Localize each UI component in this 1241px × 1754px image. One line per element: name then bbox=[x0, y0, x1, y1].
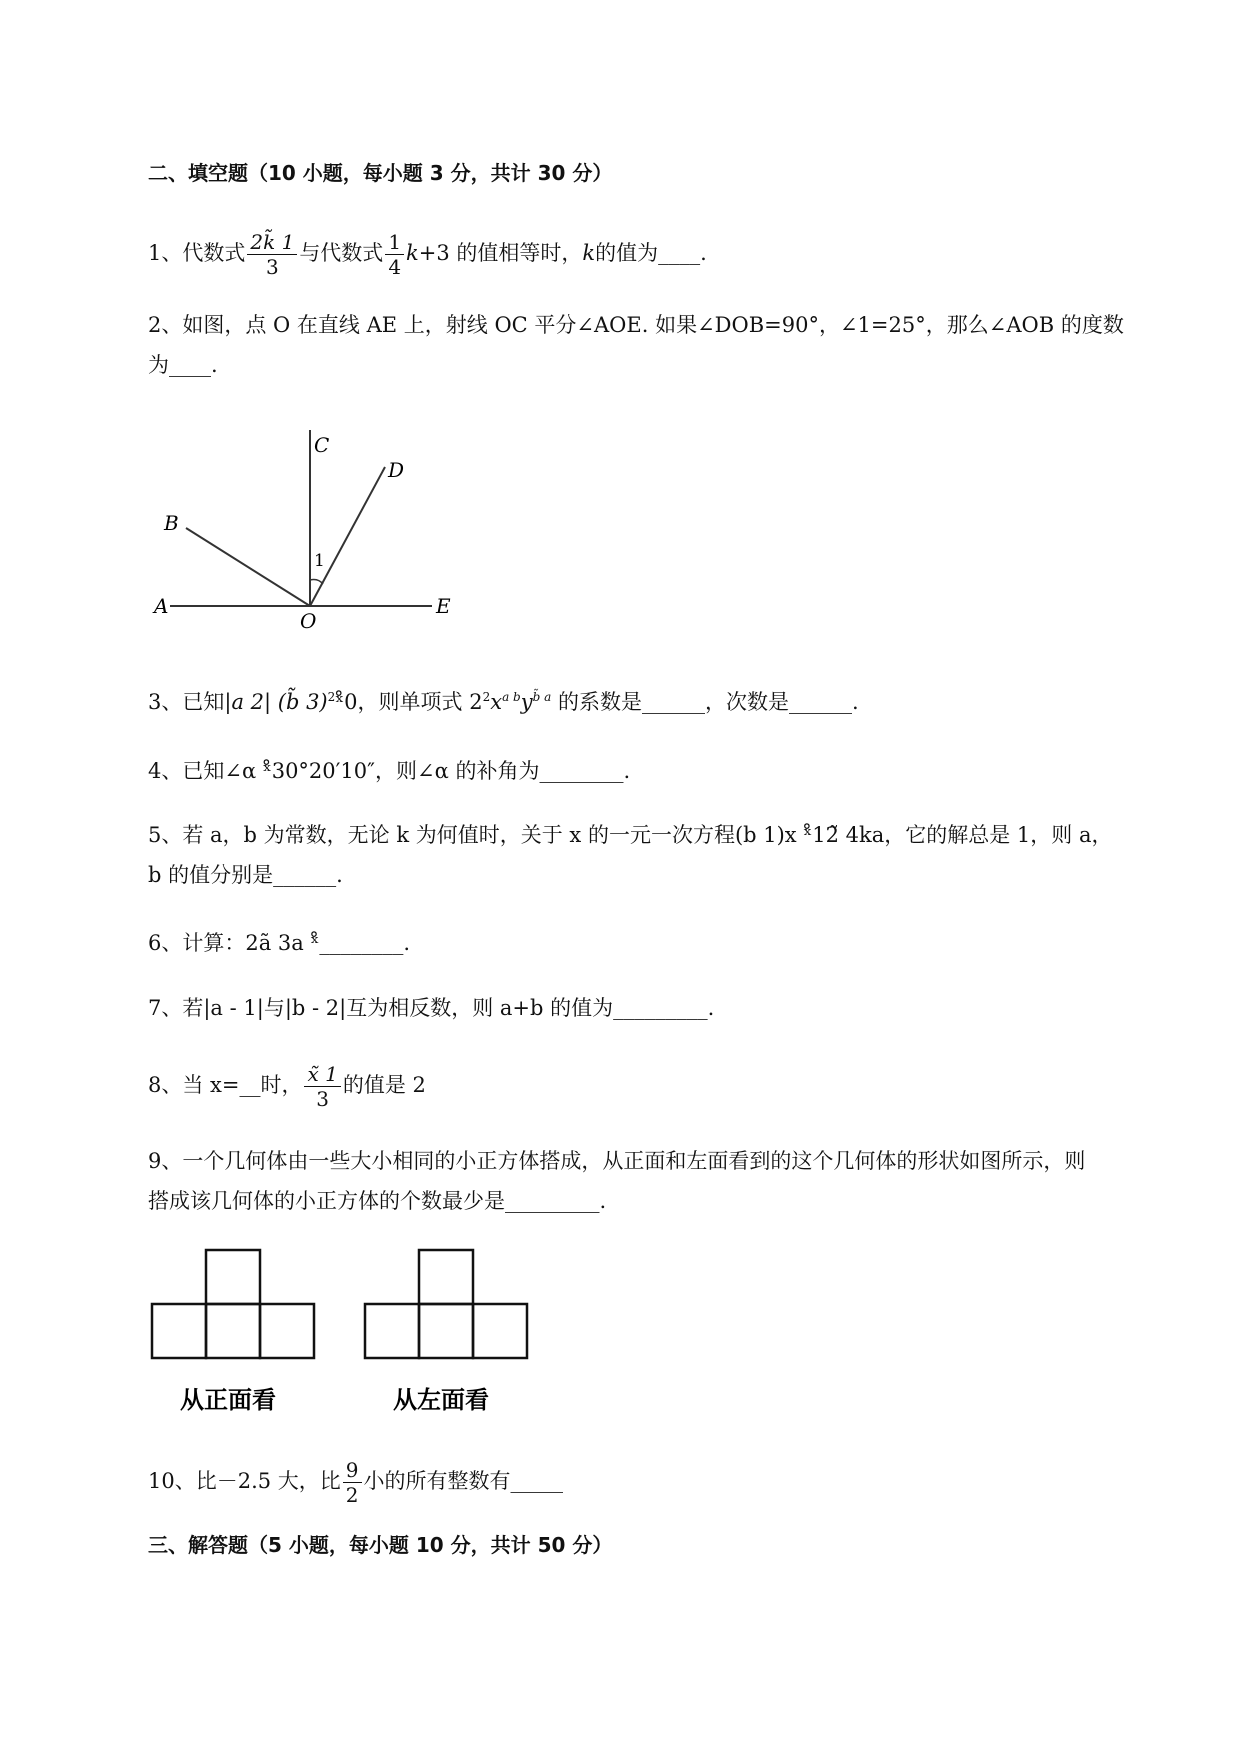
question-4: 4、已知∠α ˣ̊30°20′10″，则∠α 的补角为________. bbox=[148, 759, 631, 783]
q3-mono-coef: 2 bbox=[469, 690, 483, 714]
q10-frac-denominator: 2 bbox=[345, 1483, 359, 1507]
section-heading-answer: 三、解答题（5 小题，每小题 10 分，共计 50 分） bbox=[148, 1533, 613, 1557]
q1-frac1-numerator: 2k̃ 1 bbox=[247, 230, 297, 255]
q3-mono-coef-exp: 2 bbox=[482, 690, 491, 704]
q3-suffix: 的系数是______，次数是______. bbox=[557, 690, 859, 714]
label-A: A bbox=[154, 594, 169, 618]
question-5-line-2: b 的值分别是______. bbox=[148, 863, 343, 887]
q8-suffix: 的值是 2 bbox=[342, 1073, 426, 1097]
q1-frac2-denominator: 4 bbox=[388, 255, 402, 279]
question-2-line-2: 为____. bbox=[148, 353, 218, 377]
q8-prefix: 8、当 x=__时， bbox=[148, 1073, 303, 1097]
q10-suffix: 小的所有整数有_____ bbox=[363, 1469, 564, 1493]
q1-suffix: 的值为____. bbox=[595, 241, 707, 265]
q1-var-k2: k bbox=[582, 241, 596, 265]
ray-OB bbox=[186, 528, 310, 606]
q3-var-x: x bbox=[490, 690, 503, 714]
q3-equals-zero: ˣ̊0 bbox=[335, 690, 358, 714]
q10-prefix: 10、比－2.5 大，比 bbox=[148, 1469, 341, 1493]
q8-fraction bbox=[304, 1062, 340, 1111]
front-view-square-1 bbox=[152, 1304, 206, 1358]
q3-expr: |a 2| (b̃ 3) bbox=[224, 690, 328, 714]
q1-frac2-numerator: 1 bbox=[385, 230, 404, 255]
left-view-square-1 bbox=[365, 1304, 419, 1358]
q1-var-k: k bbox=[406, 241, 419, 265]
q10-fraction bbox=[343, 1458, 362, 1507]
left-view-square-top bbox=[419, 1250, 473, 1304]
question-1 bbox=[148, 230, 707, 279]
question-8 bbox=[148, 1062, 426, 1111]
q3-prefix: 3、已知 bbox=[148, 690, 225, 714]
q1-plus3: +3 的值相等时， bbox=[418, 241, 583, 265]
angle-diagram bbox=[150, 420, 470, 630]
question-9-line-1: 9、一个几何体由一些大小相同的小正方体搭成，从正面和左面看到的这个几何体的形状如图所示，则 bbox=[148, 1149, 1086, 1173]
label-E: E bbox=[436, 594, 451, 618]
front-view-square-3 bbox=[260, 1304, 314, 1358]
q3-y-exponent: b̃ a bbox=[532, 690, 552, 704]
left-view-square-3 bbox=[473, 1304, 527, 1358]
q1-mid: 与代数式 bbox=[299, 241, 384, 265]
question-9-line-2: 搭成该几何体的小正方体的个数最少是_________. bbox=[148, 1189, 607, 1213]
question-5-line-1: 5、若 a，b 为常数，无论 k 为何值时，关于 x 的一元一次方程(b 1)x ˣ̊12̃ 4ka，它的解总是 1，则 a， bbox=[148, 823, 1113, 847]
cube-views-diagram bbox=[145, 1248, 535, 1418]
label-B: B bbox=[164, 511, 179, 535]
q8-frac-denominator: 3 bbox=[316, 1087, 330, 1111]
ray-OD bbox=[310, 467, 385, 606]
front-view-square-top bbox=[206, 1250, 260, 1304]
q10-frac-numerator: 9 bbox=[343, 1458, 362, 1483]
label-D: D bbox=[388, 458, 405, 482]
label-O: O bbox=[300, 609, 317, 630]
left-view-square-2 bbox=[419, 1304, 473, 1358]
section-heading-fill-blank: 二、填空题（10 小题，每小题 3 分，共计 30 分） bbox=[148, 161, 613, 185]
front-view bbox=[152, 1250, 314, 1358]
q3-x-exponent: a b bbox=[502, 690, 521, 704]
q8-frac-numerator: x̃ 1 bbox=[304, 1062, 340, 1087]
question-6: 6、计算：2ã 3a ˣ̊________. bbox=[148, 931, 411, 955]
label-angle-1: 1 bbox=[314, 551, 325, 571]
front-view-label: 从正面看 bbox=[180, 1385, 276, 1414]
q1-fraction-2 bbox=[385, 230, 404, 279]
q3-mid: ，则单项式 bbox=[357, 690, 463, 714]
q3-exponent: 2 bbox=[327, 690, 336, 704]
question-3 bbox=[148, 682, 859, 717]
q1-prefix: 1、代数式 bbox=[148, 241, 246, 265]
q1-frac1-denominator: 3 bbox=[265, 255, 279, 279]
left-view-label: 从左面看 bbox=[393, 1385, 489, 1414]
q1-fraction-1 bbox=[247, 230, 297, 279]
question-7: 7、若|a - 1|与|b - 2|互为相反数，则 a+b 的值为_________. bbox=[148, 996, 715, 1020]
q3-var-y: y bbox=[520, 690, 533, 714]
front-view-square-2 bbox=[206, 1304, 260, 1358]
label-C: C bbox=[314, 433, 330, 457]
angle-1-arc bbox=[310, 580, 323, 585]
question-2-line-1: 2、如图，点 O 在直线 AE 上，射线 OC 平分∠AOE. 如果∠DOB=90°，∠1=25°，那么∠AOB 的度数 bbox=[148, 313, 1124, 337]
question-10 bbox=[148, 1458, 563, 1507]
left-view bbox=[365, 1250, 527, 1358]
